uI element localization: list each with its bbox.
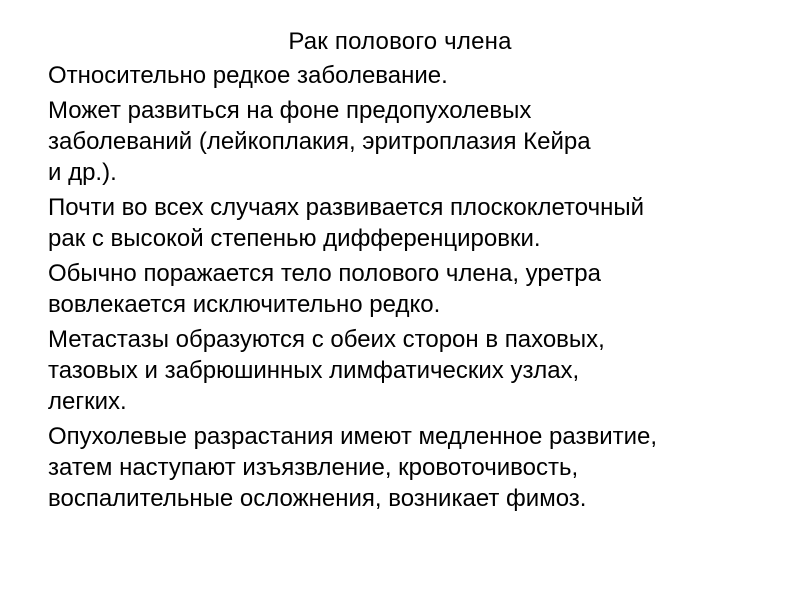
bullet-line: заболеваний (лейкоплакия, эритроплазия Кейра xyxy=(48,128,591,155)
bullet-item xyxy=(48,192,768,254)
bullet-line: Метастазы образуются с обеих сторон в паховых, xyxy=(48,326,605,353)
bullet-item xyxy=(48,95,768,188)
bullet-line: Опухолевые разрастания имеют медленное развитие, xyxy=(48,423,658,450)
bullet-line: тазовых и забрюшинных лимфатических узлах, xyxy=(48,357,580,384)
slide-title: Рак полового члена xyxy=(288,28,512,55)
bullet-line: Относительно редкое заболевание. xyxy=(48,62,448,89)
bullet-line: вовлекается исключительно редко. xyxy=(48,291,441,318)
bullet-line: затем наступают изъязвление, кровоточивость, xyxy=(48,454,579,481)
bullet-line: легких. xyxy=(48,388,127,415)
bullet-line: и др.). xyxy=(48,159,117,186)
bullet-item xyxy=(48,324,768,417)
bullet-list xyxy=(48,60,768,518)
bullet-line: Почти во всех случаях развивается плоскоклеточный xyxy=(48,194,644,221)
bullet-item xyxy=(48,60,768,91)
bullet-item xyxy=(48,421,768,514)
bullet-line: рак с высокой степенью дифференцировки. xyxy=(48,225,541,252)
bullet-item xyxy=(48,258,768,320)
bullet-line: Обычно поражается тело полового члена, уретра xyxy=(48,260,601,287)
bullet-line: Может развиться на фоне предопухолевых xyxy=(48,97,532,124)
bullet-line: воспалительные осложнения, возникает фимоз. xyxy=(48,485,587,512)
